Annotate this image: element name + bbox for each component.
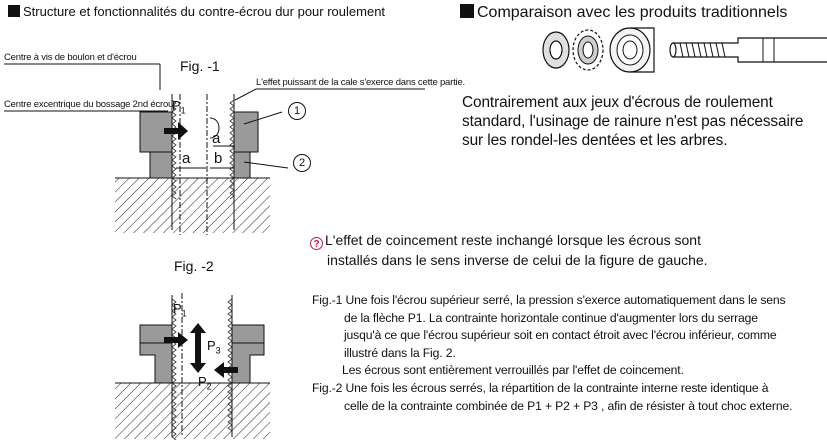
fig1-label-eccentric: Centre excentrique du bossage 2nd écrou <box>4 99 174 110</box>
fig2-diagram <box>100 285 280 440</box>
fig2-title: Fig. -2 <box>174 258 214 274</box>
fig2-p1-label: $P_1$ <box>173 301 187 319</box>
intro-paragraph: Contrairement aux jeux d'écrous de roulement standard, l'usinage de rainure n'est pas nécessaire sur les rondel-les dentées et les arbres. <box>462 94 804 149</box>
right-title-text: Comparaison avec les produits traditionnels <box>477 4 788 21</box>
left-title-text: Structure et fonctionnalités du contre-écrou dur pour roulement <box>23 4 386 19</box>
fig1-title: Fig. -1 <box>180 58 220 74</box>
fig1-p1-label: $P_1$ <box>172 98 186 116</box>
callout-1: 1 <box>288 102 306 120</box>
fig1-dim-b: b <box>214 150 223 167</box>
note-block <box>310 230 820 270</box>
square-bullet-icon <box>460 4 474 18</box>
fig1-label-center-screw: Centre à vis de boulon et d'écrou <box>4 52 137 63</box>
info-icon: ? <box>310 237 323 250</box>
fig2-p3-label: $P_3$ <box>207 338 221 356</box>
note-line-2: installés dans le sens inverse de celui de la figure de gauche. <box>327 252 708 268</box>
comparison-illustration <box>538 26 827 78</box>
fig1-diagram <box>0 0 430 240</box>
fig2-p2-label: $P_2$ <box>198 374 212 392</box>
note-line-1: ? L'effet de coincement reste inchangé lorsque les écrous sont <box>310 230 820 250</box>
fig2-note: Fig.-2 Une fois les écrous serrés, la répartition de la contrainte interne reste identique à celle de la contrainte combinée de P1 + P2 + P3 , afin de résister à tout choc externe. <box>312 380 793 413</box>
fig1-note: Fig.-1 Une fois l'écrou supérieur serré, la pression s'exerce automatiquement dans le sens de la flèche P1. La contrainte horizontale continue d'augmenter lors du serrage jusqu'à ce que l'écrou supérieur soit en contact étroit avec l'écrou inférieur, comme illustré dans la Fig. 2. Les écrous sont entièrement verrouillés par l'effet de coincement. <box>312 293 786 378</box>
fig1-dim-a-lower: a <box>182 150 191 167</box>
fig1-dim-a-upper: a <box>212 130 221 147</box>
callout-2: 2 <box>293 154 311 172</box>
fig1-label-effect: L'effet puissant de la cale s'exerce dans cette partie. <box>256 77 465 88</box>
figure-notes <box>312 292 824 415</box>
right-section-title <box>460 4 787 22</box>
